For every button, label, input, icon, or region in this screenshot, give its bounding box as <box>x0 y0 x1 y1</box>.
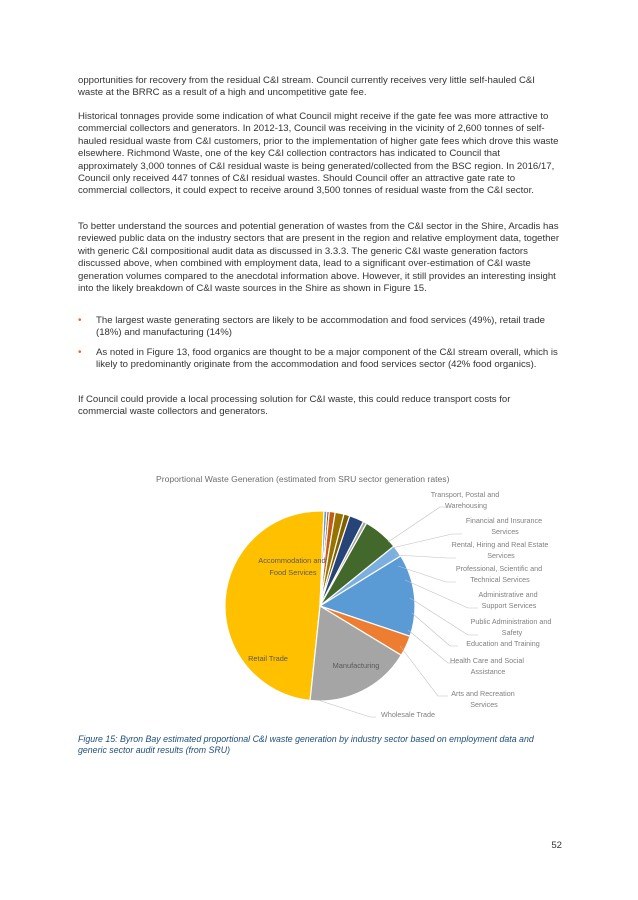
leader-line <box>410 598 478 635</box>
paragraph-1: opportunities for recovery from the residual C&I stream. Council currently receives very little self-hauled C&I waste at the BRRC as a result of a high and uncompetitive gate fee. <box>78 75 535 99</box>
pie-slice-accommodation-and-food-services <box>225 511 324 700</box>
leader-line <box>395 555 456 558</box>
label-wholesale: Wholesale Trade <box>381 710 435 719</box>
paragraph-4: If Council could provide a local processing solution for C&I waste, this could reduce transport costs for commercial waste collectors and generators. <box>78 394 511 418</box>
label-manufacturing: Manufacturing <box>332 661 380 670</box>
label-arts: Arts and Recreation Services <box>451 689 515 709</box>
leader-line <box>412 613 458 646</box>
label-professional: Professional, Scientific and Technical Services <box>455 564 543 584</box>
label-rental: Rental, Hiring and Real Estate Services <box>451 540 549 560</box>
leader-line <box>405 580 478 608</box>
paragraph-3: To better understand the sources and potential generation of wastes from the C&I sector in the Shire, Arcadis has reviewed public data on the industry sectors that are present in the region and relative employment data, together with generic C&I compositional audit data as discussed in 3.3.3. The generic C&I waste generation factors discussed above, when combined with employment data, lead to a significant over-estimation of C&I waste generation volumes compared to the anecdotal information above. However, it still provides an interesting insight into the likely breakdown of C&I waste sources in the Shire as shown in Figure 15. <box>78 221 560 295</box>
label-health: Health Care and Social Assistance <box>450 656 524 676</box>
leader-line <box>400 646 448 696</box>
page-number: 52 <box>551 840 562 851</box>
label-public-admin: Public Administration and Safety <box>470 617 552 637</box>
bullet-dot-icon: • <box>78 315 82 326</box>
bullet-dot-icon: • <box>78 346 82 358</box>
label-financial: Financial and Insurance Services <box>465 516 543 536</box>
figure-caption: Figure 15: Byron Bay estimated proportional C&I waste generation by industry sector based on employment data and generic sector audit results (from SRU) <box>78 734 534 755</box>
label-accommodation: Accommodation and Food Services <box>258 556 326 577</box>
label-transport: Transport, Postal and Warehousing <box>430 490 500 510</box>
bullet-text: The largest waste generating sectors are likely to be accommodation and food services (49%), retail trade (18%) and manufacturing (14%) <box>96 315 545 339</box>
bullet-text: As noted in Figure 13, food organics are thought to be a major component of the C&I stream overall, which is likely to predominantly originate from the accommodation and food services sector (42% food organics). <box>96 346 558 371</box>
label-administrative: Administrative and Support Services <box>478 590 538 610</box>
leader-line <box>318 700 376 717</box>
paragraph-2: Historical tonnages provide some indication of what Council might receive if the gate fee was more attractive to commercial collectors and generators. In 2012-13, Council was receiving in the vicinity of 2,600 tonnes of self-hauled residual waste from C&I customers, prior to the implementation of higher gate fees which drove this waste elsewhere. Richmond Waste, one of the key C&I collection contractors has indicated to Council that approximately 3,000 tonnes of C&I residual waste is being generated/collected from the BSC region. In 2016/17, Council only received 447 tonnes of C&I residual wastes. Should Council offer an attractive gate rate to commercial collectors, it could expect to receive around 3,500 tonnes of residual waste from the C&I sector. <box>78 111 559 197</box>
label-education: Education and Training <box>466 639 540 648</box>
label-retail: Retail Trade <box>248 654 288 663</box>
chart-title: Proportional Waste Generation (estimated from SRU sector generation rates) <box>156 474 450 484</box>
